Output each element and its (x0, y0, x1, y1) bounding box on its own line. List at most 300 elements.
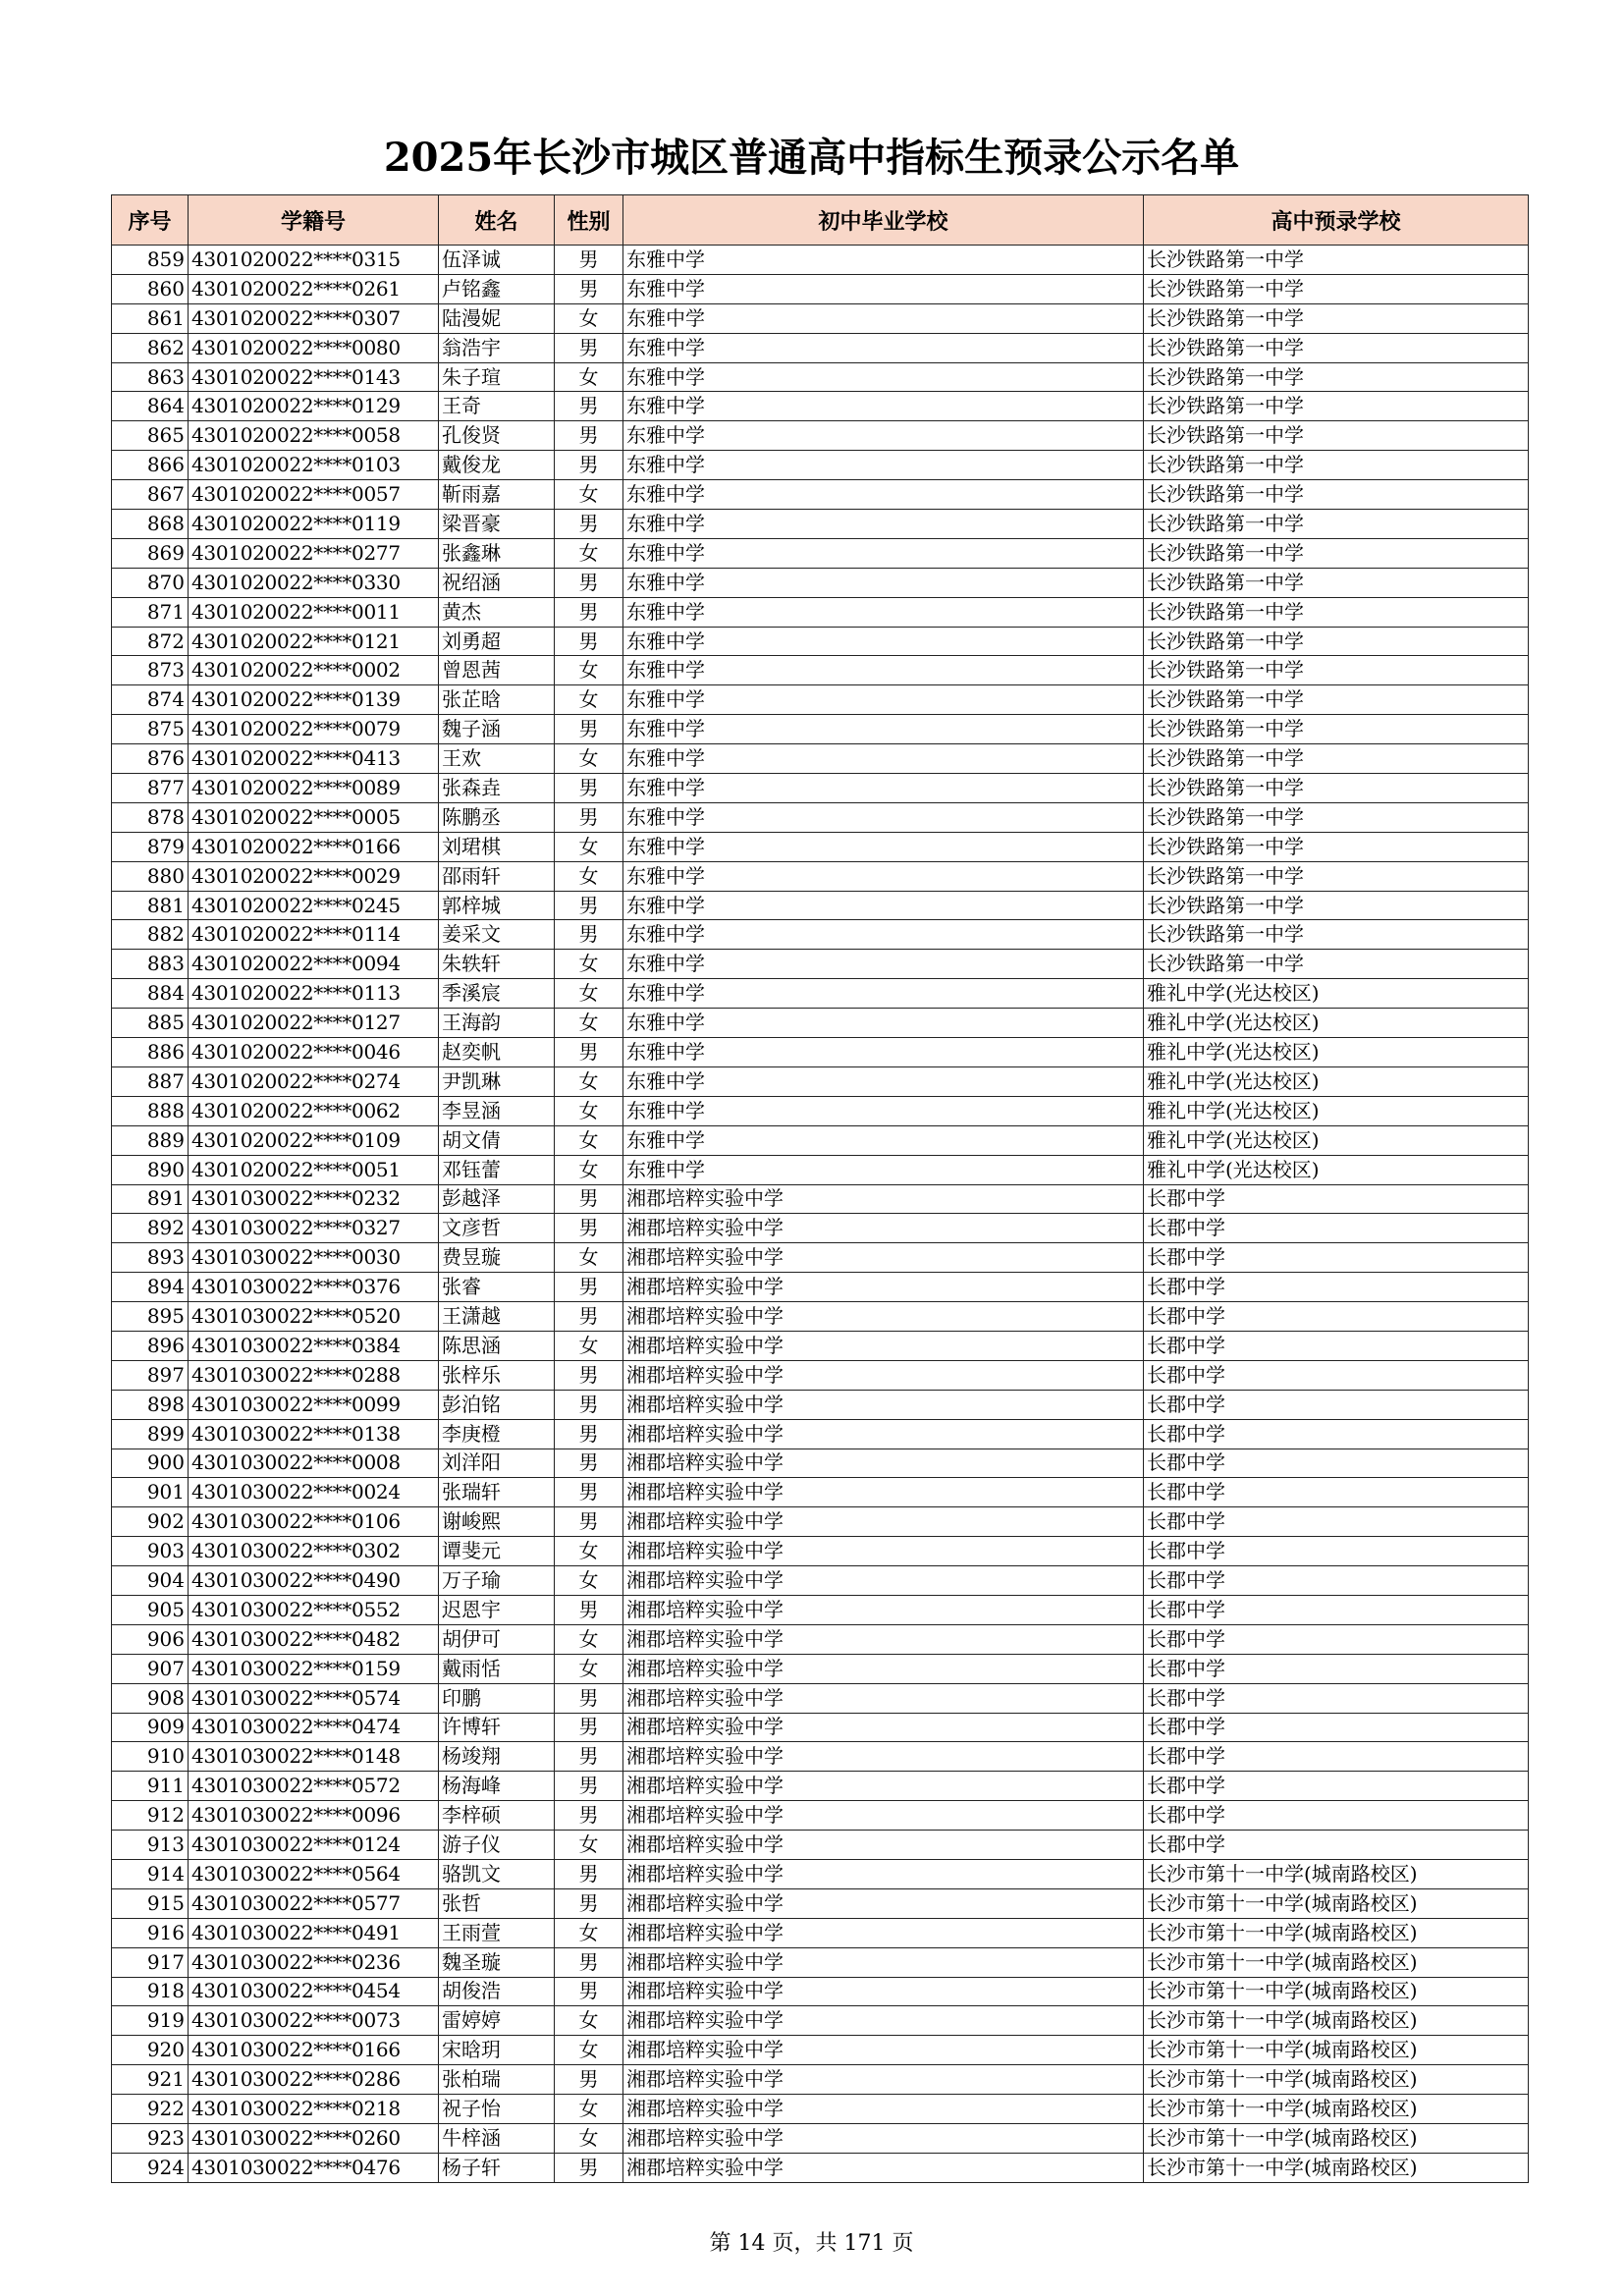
cell-index: 865 (112, 421, 189, 451)
cell-high-school: 长沙铁路第一中学 (1144, 303, 1529, 333)
cell-student-id: 4301030022****0008 (189, 1449, 439, 1478)
table-row (112, 480, 1529, 510)
cell-high-school: 长郡中学 (1144, 1683, 1529, 1713)
cell-student-id: 4301030022****0106 (189, 1507, 439, 1537)
cell-middle-school: 湘郡培粹实验中学 (623, 1537, 1144, 1566)
cell-gender: 女 (555, 1918, 623, 1947)
cell-index: 874 (112, 685, 189, 715)
cell-name: 刘洋阳 (439, 1449, 555, 1478)
cell-student-id: 4301030022****0327 (189, 1214, 439, 1243)
cell-gender: 男 (555, 802, 623, 832)
cell-gender: 男 (555, 1947, 623, 1977)
cell-gender: 女 (555, 832, 623, 861)
table-row (112, 597, 1529, 627)
cell-gender: 女 (555, 1331, 623, 1360)
table-row (112, 1683, 1529, 1713)
cell-student-id: 4301030022****0474 (189, 1713, 439, 1742)
cell-index: 870 (112, 568, 189, 597)
cell-high-school: 长沙铁路第一中学 (1144, 333, 1529, 362)
cell-index: 896 (112, 1331, 189, 1360)
cell-name: 张哲 (439, 1888, 555, 1918)
cell-gender: 女 (555, 656, 623, 685)
table-row (112, 1772, 1529, 1801)
cell-middle-school: 湘郡培粹实验中学 (623, 1214, 1144, 1243)
cell-student-id: 4301030022****0520 (189, 1302, 439, 1332)
cell-gender: 女 (555, 744, 623, 774)
cell-high-school: 雅礼中学(光达校区) (1144, 1096, 1529, 1125)
col-header-high-school: 高中预录学校 (1144, 195, 1529, 246)
cell-middle-school: 湘郡培粹实验中学 (623, 2124, 1144, 2154)
cell-middle-school: 湘郡培粹实验中学 (623, 1449, 1144, 1478)
cell-index: 892 (112, 1214, 189, 1243)
cell-high-school: 长沙市第十一中学(城南路校区) (1144, 1977, 1529, 2006)
cell-gender: 女 (555, 538, 623, 568)
cell-middle-school: 湘郡培粹实验中学 (623, 1331, 1144, 1360)
cell-high-school: 长沙市第十一中学(城南路校区) (1144, 2124, 1529, 2154)
cell-high-school: 长郡中学 (1144, 1419, 1529, 1449)
cell-middle-school: 湘郡培粹实验中学 (623, 1184, 1144, 1214)
table-row (112, 1419, 1529, 1449)
cell-name: 赵奕帆 (439, 1038, 555, 1067)
cell-name: 雷婷婷 (439, 2006, 555, 2036)
cell-gender: 男 (555, 891, 623, 920)
cell-gender: 男 (555, 1419, 623, 1449)
table-row (112, 1184, 1529, 1214)
cell-high-school: 长沙铁路第一中学 (1144, 802, 1529, 832)
table-body (112, 246, 1529, 2183)
cell-name: 杨竣翔 (439, 1742, 555, 1772)
cell-middle-school: 湘郡培粹实验中学 (623, 1683, 1144, 1713)
cell-name: 谢峻熙 (439, 1507, 555, 1537)
cell-middle-school: 湘郡培粹实验中学 (623, 1478, 1144, 1507)
cell-name: 游子仪 (439, 1831, 555, 1860)
cell-high-school: 长沙铁路第一中学 (1144, 861, 1529, 891)
table-row (112, 1595, 1529, 1624)
cell-index: 918 (112, 1977, 189, 2006)
cell-name: 胡俊浩 (439, 1977, 555, 2006)
cell-high-school: 长沙市第十一中学(城南路校区) (1144, 1859, 1529, 1888)
cell-name: 张梓乐 (439, 1360, 555, 1390)
table-row (112, 2036, 1529, 2065)
cell-high-school: 长沙市第十一中学(城南路校区) (1144, 2153, 1529, 2182)
cell-index: 883 (112, 950, 189, 979)
table-row (112, 246, 1529, 275)
cell-name: 李庚橙 (439, 1419, 555, 1449)
cell-student-id: 4301020022****0143 (189, 362, 439, 392)
cell-student-id: 4301030022****0577 (189, 1888, 439, 1918)
table-row (112, 1243, 1529, 1273)
cell-middle-school: 东雅中学 (623, 715, 1144, 744)
cell-name: 伍泽诚 (439, 246, 555, 275)
table-row (112, 1801, 1529, 1831)
cell-student-id: 4301020022****0057 (189, 480, 439, 510)
cell-name: 卢铭鑫 (439, 274, 555, 303)
cell-index: 899 (112, 1419, 189, 1449)
cell-middle-school: 湘郡培粹实验中学 (623, 1302, 1144, 1332)
table-row (112, 920, 1529, 950)
cell-name: 靳雨嘉 (439, 480, 555, 510)
cell-student-id: 4301030022****0491 (189, 1918, 439, 1947)
cell-name: 姜采文 (439, 920, 555, 950)
cell-middle-school: 东雅中学 (623, 274, 1144, 303)
table-row (112, 1624, 1529, 1654)
col-header-name: 姓名 (439, 195, 555, 246)
cell-index: 893 (112, 1243, 189, 1273)
cell-middle-school: 湘郡培粹实验中学 (623, 1742, 1144, 1772)
cell-gender: 女 (555, 2124, 623, 2154)
cell-high-school: 长沙铁路第一中学 (1144, 744, 1529, 774)
cell-high-school: 长沙铁路第一中学 (1144, 362, 1529, 392)
cell-gender: 男 (555, 627, 623, 656)
cell-gender: 男 (555, 568, 623, 597)
cell-gender: 女 (555, 685, 623, 715)
table-row (112, 1155, 1529, 1184)
table-row (112, 861, 1529, 891)
cell-gender: 女 (555, 1624, 623, 1654)
cell-high-school: 长沙铁路第一中学 (1144, 832, 1529, 861)
cell-high-school: 长沙铁路第一中学 (1144, 685, 1529, 715)
cell-middle-school: 湘郡培粹实验中学 (623, 1977, 1144, 2006)
cell-middle-school: 东雅中学 (623, 685, 1144, 715)
cell-middle-school: 湘郡培粹实验中学 (623, 2006, 1144, 2036)
cell-high-school: 长郡中学 (1144, 1537, 1529, 1566)
cell-index: 906 (112, 1624, 189, 1654)
table-row (112, 656, 1529, 685)
cell-name: 陆漫妮 (439, 303, 555, 333)
cell-name: 戴俊龙 (439, 451, 555, 480)
cell-student-id: 4301030022****0286 (189, 2065, 439, 2095)
cell-gender: 男 (555, 451, 623, 480)
table-row (112, 627, 1529, 656)
cell-index: 909 (112, 1713, 189, 1742)
cell-high-school: 长沙市第十一中学(城南路校区) (1144, 2065, 1529, 2095)
cell-index: 913 (112, 1831, 189, 1860)
table-row (112, 362, 1529, 392)
cell-student-id: 4301020022****0103 (189, 451, 439, 480)
cell-high-school: 长郡中学 (1144, 1507, 1529, 1537)
cell-index: 869 (112, 538, 189, 568)
cell-high-school: 长沙铁路第一中学 (1144, 774, 1529, 803)
cell-student-id: 4301020022****0307 (189, 303, 439, 333)
cell-index: 887 (112, 1066, 189, 1096)
cell-index: 902 (112, 1507, 189, 1537)
cell-index: 908 (112, 1683, 189, 1713)
table-row (112, 685, 1529, 715)
cell-gender: 男 (555, 1742, 623, 1772)
table-row (112, 421, 1529, 451)
table-row (112, 1947, 1529, 1977)
cell-index: 860 (112, 274, 189, 303)
table-row (112, 1859, 1529, 1888)
cell-student-id: 4301030022****0232 (189, 1184, 439, 1214)
cell-middle-school: 湘郡培粹实验中学 (623, 1243, 1144, 1273)
cell-gender: 男 (555, 1478, 623, 1507)
table-row (112, 744, 1529, 774)
cell-high-school: 长郡中学 (1144, 1214, 1529, 1243)
cell-index: 914 (112, 1859, 189, 1888)
cell-gender: 男 (555, 421, 623, 451)
cell-index: 919 (112, 2006, 189, 2036)
cell-middle-school: 湘郡培粹实验中学 (623, 2095, 1144, 2124)
cell-middle-school: 东雅中学 (623, 891, 1144, 920)
cell-gender: 男 (555, 333, 623, 362)
cell-gender: 女 (555, 1155, 623, 1184)
cell-high-school: 雅礼中学(光达校区) (1144, 1038, 1529, 1067)
cell-middle-school: 东雅中学 (623, 774, 1144, 803)
cell-index: 910 (112, 1742, 189, 1772)
cell-index: 880 (112, 861, 189, 891)
cell-name: 刘勇超 (439, 627, 555, 656)
table-row (112, 2153, 1529, 2182)
cell-high-school: 长沙铁路第一中学 (1144, 451, 1529, 480)
cell-high-school: 长沙铁路第一中学 (1144, 950, 1529, 979)
cell-middle-school: 东雅中学 (623, 1155, 1144, 1184)
cell-student-id: 4301030022****0552 (189, 1595, 439, 1624)
cell-name: 张芷晗 (439, 685, 555, 715)
cell-middle-school: 东雅中学 (623, 832, 1144, 861)
cell-high-school: 长沙铁路第一中学 (1144, 538, 1529, 568)
cell-index: 886 (112, 1038, 189, 1067)
table-row (112, 1566, 1529, 1596)
cell-name: 万子瑜 (439, 1566, 555, 1596)
cell-index: 862 (112, 333, 189, 362)
cell-middle-school: 东雅中学 (623, 333, 1144, 362)
cell-gender: 女 (555, 1654, 623, 1683)
cell-high-school: 长郡中学 (1144, 1742, 1529, 1772)
table-row (112, 303, 1529, 333)
cell-gender: 女 (555, 1009, 623, 1038)
cell-high-school: 长郡中学 (1144, 1478, 1529, 1507)
cell-name: 王海韵 (439, 1009, 555, 1038)
cell-index: 889 (112, 1125, 189, 1155)
cell-high-school: 长沙市第十一中学(城南路校区) (1144, 2006, 1529, 2036)
cell-gender: 女 (555, 1125, 623, 1155)
cell-gender: 男 (555, 274, 623, 303)
cell-high-school: 长郡中学 (1144, 1331, 1529, 1360)
cell-index: 894 (112, 1273, 189, 1302)
cell-high-school: 雅礼中学(光达校区) (1144, 1009, 1529, 1038)
cell-middle-school: 湘郡培粹实验中学 (623, 2153, 1144, 2182)
cell-high-school: 长郡中学 (1144, 1654, 1529, 1683)
table-row (112, 1302, 1529, 1332)
cell-name: 王欢 (439, 744, 555, 774)
cell-high-school: 长沙铁路第一中学 (1144, 597, 1529, 627)
table-row (112, 1331, 1529, 1360)
cell-name: 郭梓城 (439, 891, 555, 920)
cell-name: 胡文倩 (439, 1125, 555, 1155)
cell-student-id: 4301030022****0384 (189, 1331, 439, 1360)
table-row (112, 1478, 1529, 1507)
cell-student-id: 4301020022****0046 (189, 1038, 439, 1067)
cell-gender: 女 (555, 1831, 623, 1860)
table-row (112, 1125, 1529, 1155)
cell-student-id: 4301030022****0376 (189, 1273, 439, 1302)
cell-high-school: 雅礼中学(光达校区) (1144, 1125, 1529, 1155)
cell-high-school: 长郡中学 (1144, 1772, 1529, 1801)
cell-gender: 男 (555, 2153, 623, 2182)
cell-middle-school: 东雅中学 (623, 392, 1144, 421)
cell-middle-school: 东雅中学 (623, 568, 1144, 597)
cell-index: 872 (112, 627, 189, 656)
table-row (112, 1038, 1529, 1067)
cell-index: 863 (112, 362, 189, 392)
cell-gender: 女 (555, 2036, 623, 2065)
cell-name: 戴雨恬 (439, 1654, 555, 1683)
cell-index: 915 (112, 1888, 189, 1918)
cell-gender: 男 (555, 774, 623, 803)
cell-student-id: 4301030022****0288 (189, 1360, 439, 1390)
cell-middle-school: 东雅中学 (623, 246, 1144, 275)
cell-student-id: 4301030022****0124 (189, 1831, 439, 1860)
col-header-gender: 性别 (555, 195, 623, 246)
cell-high-school: 长郡中学 (1144, 1595, 1529, 1624)
cell-high-school: 长郡中学 (1144, 1449, 1529, 1478)
cell-middle-school: 东雅中学 (623, 1038, 1144, 1067)
cell-name: 骆凯文 (439, 1859, 555, 1888)
cell-name: 牛梓涵 (439, 2124, 555, 2154)
cell-student-id: 4301020022****0261 (189, 274, 439, 303)
cell-middle-school: 东雅中学 (623, 480, 1144, 510)
cell-gender: 男 (555, 2065, 623, 2095)
cell-index: 900 (112, 1449, 189, 1478)
cell-name: 朱轶轩 (439, 950, 555, 979)
cell-middle-school: 东雅中学 (623, 451, 1144, 480)
table-row (112, 1009, 1529, 1038)
cell-middle-school: 湘郡培粹实验中学 (623, 1360, 1144, 1390)
cell-middle-school: 东雅中学 (623, 627, 1144, 656)
cell-student-id: 4301030022****0302 (189, 1537, 439, 1566)
cell-name: 魏圣璇 (439, 1947, 555, 1977)
cell-name: 王奇 (439, 392, 555, 421)
cell-middle-school: 湘郡培粹实验中学 (623, 1566, 1144, 1596)
cell-student-id: 4301030022****0218 (189, 2095, 439, 2124)
cell-student-id: 4301020022****0029 (189, 861, 439, 891)
cell-index: 904 (112, 1566, 189, 1596)
cell-gender: 男 (555, 1772, 623, 1801)
cell-name: 许博轩 (439, 1713, 555, 1742)
cell-index: 898 (112, 1390, 189, 1419)
cell-name: 张鑫琳 (439, 538, 555, 568)
cell-gender: 女 (555, 979, 623, 1009)
cell-student-id: 4301030022****0148 (189, 1742, 439, 1772)
cell-high-school: 长沙市第十一中学(城南路校区) (1144, 2095, 1529, 2124)
cell-gender: 女 (555, 1066, 623, 1096)
cell-high-school: 长沙铁路第一中学 (1144, 392, 1529, 421)
table-row (112, 333, 1529, 362)
cell-gender: 女 (555, 362, 623, 392)
cell-student-id: 4301020022****0058 (189, 421, 439, 451)
cell-name: 孔俊贤 (439, 421, 555, 451)
cell-name: 翁浩宇 (439, 333, 555, 362)
cell-student-id: 4301030022****0030 (189, 1243, 439, 1273)
table-row (112, 715, 1529, 744)
cell-gender: 男 (555, 1507, 623, 1537)
cell-index: 878 (112, 802, 189, 832)
cell-student-id: 4301030022****0166 (189, 2036, 439, 2065)
cell-name: 张瑞轩 (439, 1478, 555, 1507)
cell-high-school: 长沙铁路第一中学 (1144, 510, 1529, 539)
table-row (112, 538, 1529, 568)
cell-middle-school: 东雅中学 (623, 920, 1144, 950)
cell-middle-school: 东雅中学 (623, 303, 1144, 333)
cell-name: 李昱涵 (439, 1096, 555, 1125)
cell-name: 陈思涵 (439, 1331, 555, 1360)
cell-student-id: 4301020022****0274 (189, 1066, 439, 1096)
cell-middle-school: 湘郡培粹实验中学 (623, 1507, 1144, 1537)
cell-index: 916 (112, 1918, 189, 1947)
cell-index: 924 (112, 2153, 189, 2182)
cell-gender: 男 (555, 1859, 623, 1888)
table-row (112, 2095, 1529, 2124)
cell-high-school: 长沙市第十一中学(城南路校区) (1144, 1947, 1529, 1977)
cell-student-id: 4301020022****0089 (189, 774, 439, 803)
cell-middle-school: 东雅中学 (623, 744, 1144, 774)
cell-student-id: 4301030022****0099 (189, 1390, 439, 1419)
cell-name: 张森垚 (439, 774, 555, 803)
cell-gender: 男 (555, 715, 623, 744)
cell-index: 866 (112, 451, 189, 480)
cell-high-school: 长郡中学 (1144, 1184, 1529, 1214)
cell-high-school: 雅礼中学(光达校区) (1144, 1155, 1529, 1184)
cell-index: 901 (112, 1478, 189, 1507)
cell-index: 881 (112, 891, 189, 920)
table-row (112, 774, 1529, 803)
cell-name: 魏子涵 (439, 715, 555, 744)
cell-high-school: 雅礼中学(光达校区) (1144, 1066, 1529, 1096)
cell-student-id: 4301020022****0129 (189, 392, 439, 421)
cell-middle-school: 湘郡培粹实验中学 (623, 1947, 1144, 1977)
cell-middle-school: 东雅中学 (623, 950, 1144, 979)
cell-middle-school: 湘郡培粹实验中学 (623, 1419, 1144, 1449)
table-row (112, 451, 1529, 480)
table-row (112, 2065, 1529, 2095)
cell-index: 882 (112, 920, 189, 950)
cell-name: 陈鹏丞 (439, 802, 555, 832)
cell-student-id: 4301020022****0079 (189, 715, 439, 744)
cell-middle-school: 东雅中学 (623, 1009, 1144, 1038)
cell-index: 911 (112, 1772, 189, 1801)
table-row (112, 1390, 1529, 1419)
table-row (112, 1096, 1529, 1125)
cell-high-school: 长沙铁路第一中学 (1144, 920, 1529, 950)
cell-gender: 女 (555, 950, 623, 979)
cell-name: 邵雨轩 (439, 861, 555, 891)
cell-index: 884 (112, 979, 189, 1009)
table-row (112, 832, 1529, 861)
table-row (112, 1831, 1529, 1860)
cell-name: 彭泊铭 (439, 1390, 555, 1419)
table-row (112, 950, 1529, 979)
cell-middle-school: 东雅中学 (623, 979, 1144, 1009)
enrollment-table (111, 194, 1529, 2183)
cell-middle-school: 湘郡培粹实验中学 (623, 1390, 1144, 1419)
cell-index: 868 (112, 510, 189, 539)
page-title: 2025年长沙市城区普通高中指标生预录公示名单 (383, 135, 1240, 181)
table-row (112, 1713, 1529, 1742)
cell-gender: 男 (555, 1595, 623, 1624)
cell-student-id: 4301020022****0094 (189, 950, 439, 979)
cell-gender: 男 (555, 597, 623, 627)
cell-middle-school: 湘郡培粹实验中学 (623, 1831, 1144, 1860)
cell-name: 祝绍涵 (439, 568, 555, 597)
cell-high-school: 长郡中学 (1144, 1801, 1529, 1831)
cell-gender: 男 (555, 1713, 623, 1742)
cell-index: 864 (112, 392, 189, 421)
cell-index: 888 (112, 1096, 189, 1125)
table-row (112, 2006, 1529, 2036)
cell-name: 彭越泽 (439, 1184, 555, 1214)
cell-name: 胡伊可 (439, 1624, 555, 1654)
